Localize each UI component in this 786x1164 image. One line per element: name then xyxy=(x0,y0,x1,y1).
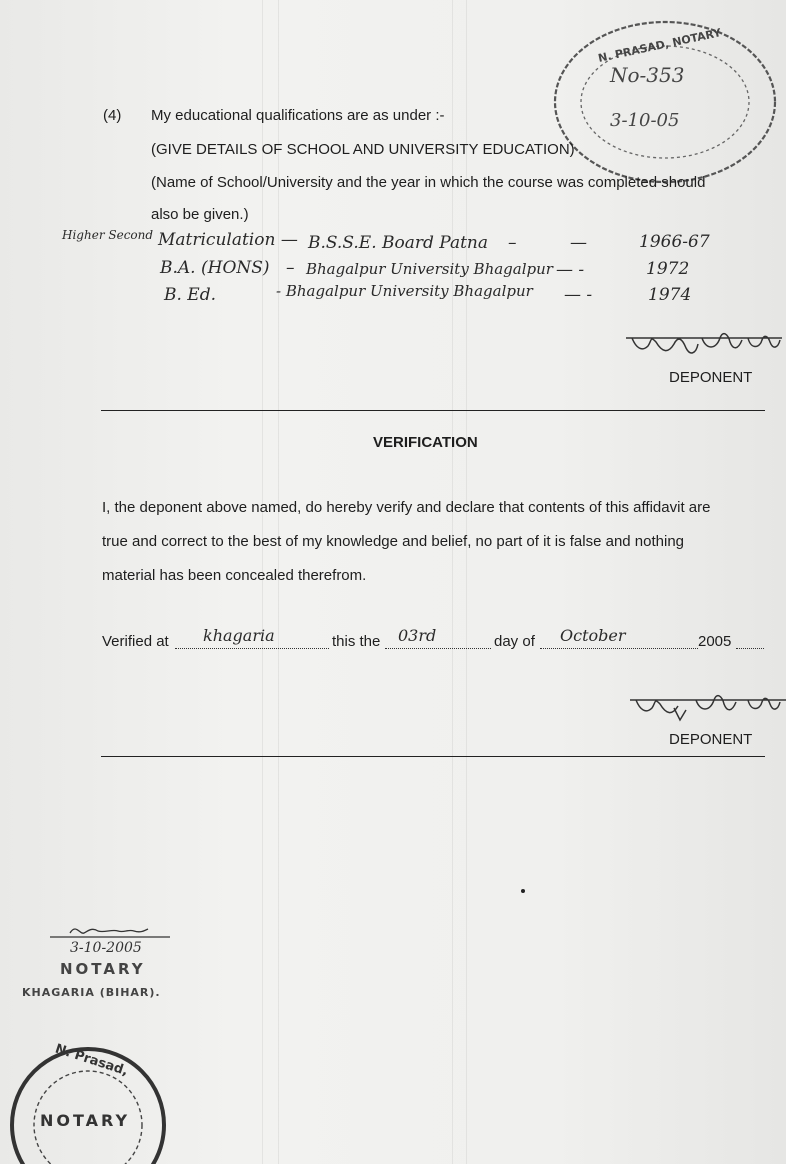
notary-block-place: KHAGARIA (BIHAR). xyxy=(22,986,161,999)
month-dotted-line xyxy=(540,648,698,649)
month-value: October xyxy=(560,626,626,645)
dash-3: — - xyxy=(564,285,593,305)
notary-circular-seal xyxy=(0,1025,190,1164)
qualifications-instruction-1: (GIVE DETAILS OF SCHOOL AND UNIVERSITY EDUCATION) xyxy=(151,141,575,158)
year-2: 1972 xyxy=(646,259,690,279)
date-dotted-line xyxy=(385,648,491,649)
verified-at-dotted-line xyxy=(175,648,329,649)
notary-block-title: NOTARY xyxy=(60,960,146,978)
verification-line-2: true and correct to the best of my knowledge and belief, no part of it is false and nothing xyxy=(102,533,685,550)
divider-2 xyxy=(101,756,765,757)
notary-signature-block xyxy=(20,915,220,1025)
date-value: 03rd xyxy=(398,626,437,645)
dash-1a: – xyxy=(508,233,517,253)
verification-line-3: material has been concealed therefrom. xyxy=(102,567,367,584)
verification-title: VERIFICATION xyxy=(373,434,478,451)
deponent-label-2: DEPONENT xyxy=(669,731,753,748)
stamp-date: 3-10-05 xyxy=(610,110,680,131)
this-the-label: this the xyxy=(332,633,381,650)
section-number: (4) xyxy=(103,107,122,124)
course-3: B. Ed. xyxy=(164,285,216,305)
deponent-signature-2 xyxy=(626,690,786,730)
qualification-course-1-prefix: Higher Second xyxy=(62,228,154,242)
year-value: 2005 xyxy=(698,633,732,650)
dash-2b: — - xyxy=(556,260,585,280)
qualifications-instruction-2b: also be given.) xyxy=(151,206,249,223)
course-2: B.A. (HONS) xyxy=(160,258,270,278)
qualifications-heading: My educational qualifications are as under :- xyxy=(151,107,445,124)
deponent-label-1: DEPONENT xyxy=(669,369,753,386)
institution-2: Bhagalpur University Bhagalpur xyxy=(306,260,553,278)
verified-at-value: khagaria xyxy=(203,626,275,645)
year-dotted-line xyxy=(736,648,764,649)
dash-1b: — xyxy=(570,233,587,253)
stamp-number: No-353 xyxy=(610,63,685,87)
institution-1: B.S.S.E. Board Patna xyxy=(308,233,489,253)
qualification-row-1: Matriculation — xyxy=(158,230,298,250)
dash-2: – xyxy=(286,258,295,278)
ink-dot xyxy=(521,889,525,893)
notary-sign-date: 3-10-2005 xyxy=(70,940,142,956)
verification-line-1: I, the deponent above named, do hereby verify and declare that contents of this affidavit are xyxy=(102,499,711,516)
day-of-label: day of xyxy=(494,633,535,650)
stamp-ring-text: N. PRASAD, NOTARY xyxy=(596,26,723,65)
verified-at-label: Verified at xyxy=(102,633,169,650)
qualifications-instruction-2a: (Name of School/University and the year in which the course was completed should xyxy=(151,174,706,191)
institution-3: - Bhagalpur University Bhagalpur xyxy=(276,282,533,300)
deponent-signature-1 xyxy=(622,328,786,364)
seal-title: NOTARY xyxy=(40,1111,131,1130)
seal-name: N. Prasad, xyxy=(53,1041,130,1080)
divider-1 xyxy=(101,410,765,411)
year-3: 1974 xyxy=(648,285,692,305)
year-1: 1966-67 xyxy=(639,232,710,252)
